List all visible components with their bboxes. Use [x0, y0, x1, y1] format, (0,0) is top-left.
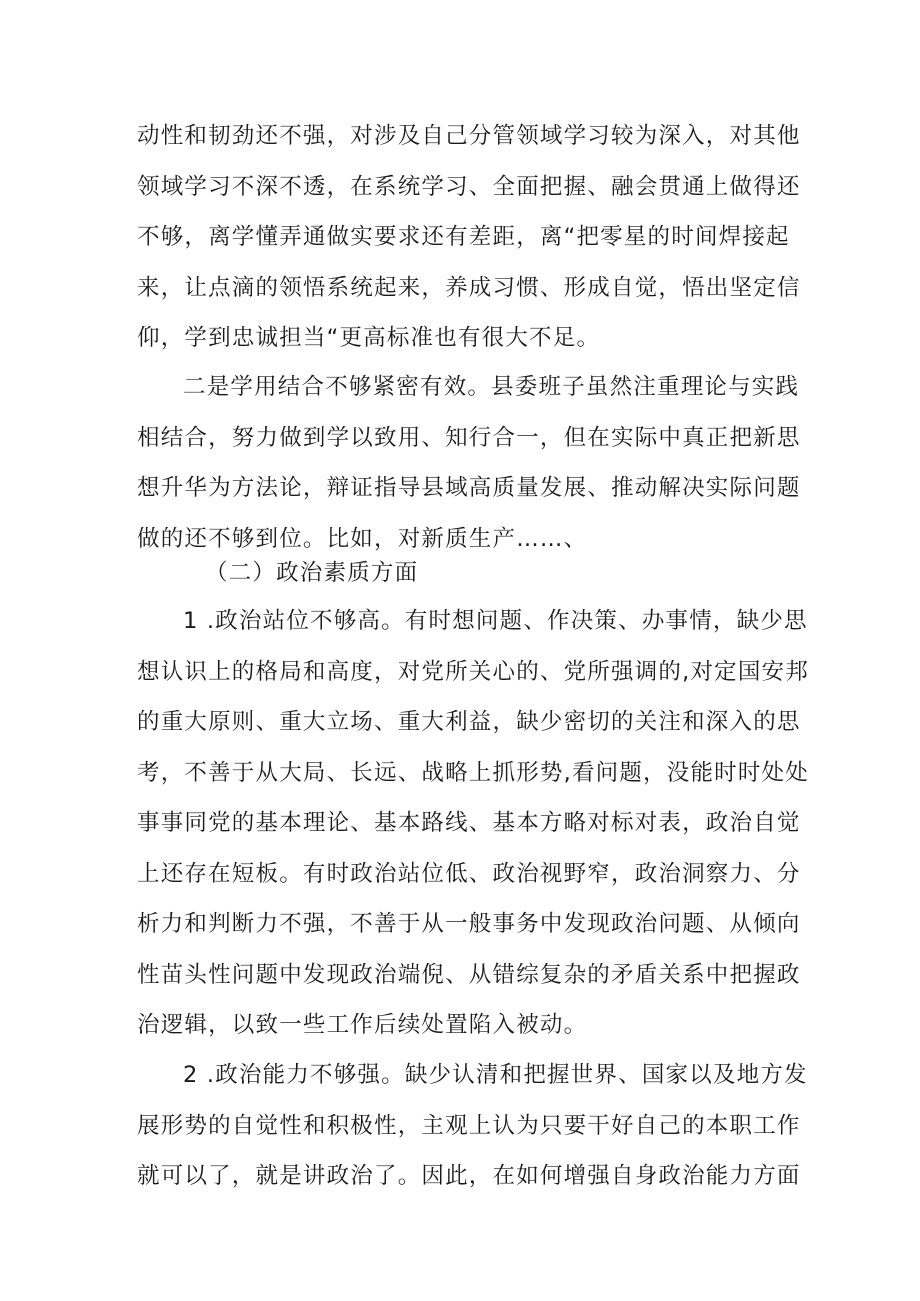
paragraph-line: 想升华为方法论，辩证指导县域高质量发展、推动解决实际问题 [137, 475, 801, 501]
paragraph-2 [137, 362, 801, 564]
section-heading-text: （二）政治素质方面 [205, 560, 419, 586]
paragraph-line: 做的还不够到位。比如，对新质生产……、 [137, 525, 588, 552]
paragraph-line: 就可以了，就是讲政治了。因此，在如何增强自身政治能力方面 [137, 1163, 801, 1189]
paragraph-line: 想认识上的格局和高度，对党所关心的、党所强调的,对定国安邦 [137, 658, 809, 685]
paragraph-line: 上还存在短板。有时政治站位低、政治视野窄，政治洞察力、分 [137, 860, 801, 887]
paragraph-line: 相结合，努力做到学以致用、知行合一，但在实际中真正把新思 [137, 424, 801, 451]
paragraph-line: 性苗头性问题中发现政治端倪、从错综复杂的矛盾关系中把握政 [137, 961, 801, 988]
paragraph-line: 的重大原则、重大立场、重大利益，缺少密切的关注和深入的思 [137, 709, 801, 735]
paragraph-line: 来，让点滴的领悟系统起来，养成习惯、形成自觉，悟出坚定信 [137, 274, 801, 301]
paragraph-line: 动性和韧劲还不强，对涉及自己分管领域学习较为深入，对其他 [137, 123, 801, 149]
paragraph-line: 事事同党的基本理论、基本路线、基本方略对标对表，政治自觉 [137, 810, 801, 836]
paragraph-line: 治逻辑，以致一些工作后续处置陷入被动。 [137, 1012, 588, 1038]
paragraph-line: 1 .政治站位不够高。有时想问题、作决策、办事情，缺少思 [183, 608, 808, 634]
section-heading [137, 548, 789, 599]
paragraph-line: 二是学用结合不够紧密有效。县委班子虽然注重理论与实践 [183, 374, 800, 400]
paragraph-5 [137, 1050, 808, 1202]
paragraph-line: 考，不善于从大局、长远、战略上抓形势,看问题，没能时时处处 [137, 759, 809, 786]
paragraph-line: 2 .政治能力不够强。缺少认清和把握世界、国家以及地方发 [183, 1062, 808, 1088]
paragraph-line: 展形势的自觉性和积极性，主观上认为只要干好自己的本职工作 [137, 1112, 801, 1139]
paragraph-4 [137, 596, 809, 1051]
paragraph-1 [137, 111, 801, 364]
paragraph-line: 析力和判断力不强，不善于从一般事务中发现政治问题、从倾向 [137, 911, 801, 937]
paragraph-line: 不够，离学懂弄通做实要求还有差距，离“把零星的时间焊接起 [137, 224, 790, 250]
paragraph-line: 仰，学到忠诚担当“更高标准也有很大不足。 [137, 325, 601, 351]
paragraph-line: 领域学习不深不透，在系统学习、全面把握、融会贯通上做得还 [137, 173, 801, 200]
